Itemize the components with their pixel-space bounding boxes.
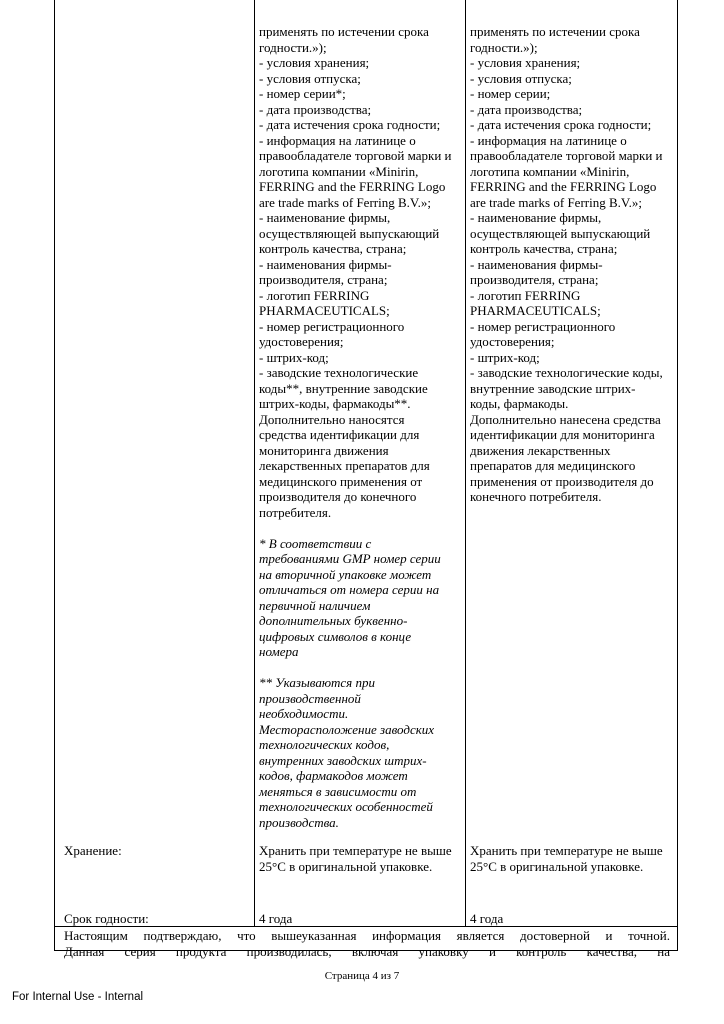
left-text-line: медицинского применения от xyxy=(259,473,423,489)
right-text-line: - наименования фирмы- xyxy=(470,256,603,272)
right-text-line: движения лекарственных xyxy=(470,442,611,458)
right-main-text xyxy=(470,24,675,505)
table-right-border xyxy=(677,0,678,950)
confirmation-word: упаковку xyxy=(418,943,469,959)
right-text-line: осуществляющей выпускающий xyxy=(470,225,651,241)
right-text-line: - условия отпуска; xyxy=(470,70,572,86)
storage-left-line: Хранить при температуре не выше xyxy=(259,843,452,858)
left-text-line: - наименования фирмы- xyxy=(259,256,392,272)
footnote-line: цифровых символов в конце xyxy=(259,628,412,644)
left-text-line: производителя до конечного xyxy=(259,489,417,504)
left-text-line: осуществляющей выпускающий xyxy=(259,225,440,241)
left-text-line: правообладателе торговой марки и xyxy=(259,148,452,163)
right-text-line: коды, фармакоды. xyxy=(470,396,569,411)
confirmation-word: серия xyxy=(124,943,156,959)
footnote-line: требованиями GMP номер серии xyxy=(259,551,441,566)
table-col-divider-1 xyxy=(254,0,255,927)
confirmation-word: достоверной xyxy=(519,928,590,943)
right-text-line: идентификации для мониторинга xyxy=(470,427,655,442)
page-number: Страница 4 из 7 xyxy=(324,970,400,982)
left-text-line: удостоверения; xyxy=(259,334,344,349)
table-left-border xyxy=(54,0,55,950)
table-cell-right-content xyxy=(470,24,675,505)
footnote-line: дополнительных буквенно- xyxy=(259,613,408,628)
right-text-line: препаратов для медицинского xyxy=(470,458,636,473)
left-footnote-batch xyxy=(259,536,464,660)
right-text-line: применять по истечении срока xyxy=(470,24,640,39)
left-text-line: годности.»); xyxy=(259,39,327,55)
right-text-line: применения от производителя до xyxy=(470,473,654,489)
footnote-line: внутренних заводских штрих- xyxy=(259,752,427,768)
footnote-line: необходимости. xyxy=(259,706,349,721)
confirmation-word: контроль xyxy=(516,943,567,959)
confirmation-word: на xyxy=(657,943,670,959)
footnote-line: первичной наличием xyxy=(259,597,371,613)
right-text-line: - логотип FERRING xyxy=(470,287,581,303)
right-text-line: - дата производства; xyxy=(470,101,583,117)
right-text-line: - информация на латинице о xyxy=(470,132,627,148)
left-footnote-codes xyxy=(259,675,464,830)
left-text-line: FERRING and the FERRING Logo xyxy=(259,179,446,194)
shelf-life-right-value: 4 года xyxy=(470,911,504,926)
footnote-line: производства. xyxy=(259,814,339,830)
table-cell-left-content xyxy=(259,24,464,830)
right-text-line: - условия хранения; xyxy=(470,55,581,70)
storage-right-line: Хранить при температуре не выше xyxy=(470,843,663,858)
right-text-line: are trade marks of Ferring B.V.»; xyxy=(470,194,642,210)
left-text-line: - дата истечения срока годности; xyxy=(259,117,441,132)
confirmation-word: качества, xyxy=(586,943,638,959)
storage-right-text xyxy=(470,843,663,874)
footnote-line: Месторасположение заводских xyxy=(259,721,435,737)
footnote-line: на вторичной упаковке может xyxy=(259,566,432,582)
footnote-line: технологических кодов, xyxy=(259,737,390,752)
right-text-line: - дата истечения срока годности; xyxy=(470,117,652,132)
footnote-line: технологических особенностей xyxy=(259,799,433,814)
left-text-line: - штрих-код; xyxy=(259,349,329,365)
confirmation-word: Настоящим xyxy=(64,928,128,943)
confirmation-word: подтверждаю, xyxy=(143,928,222,943)
left-text-line: лекарственных препаратов для xyxy=(259,458,430,473)
storage-right-line: 25°C в оригинальной упаковке. xyxy=(470,858,644,874)
footnote-line: * В соответствии с xyxy=(259,535,372,551)
left-text-line: - информация на латинице о xyxy=(259,132,416,148)
right-text-line: удостоверения; xyxy=(470,334,555,349)
left-text-line: - условия хранения; xyxy=(259,55,370,70)
footnote-line: номера xyxy=(259,644,299,659)
storage-left-text xyxy=(259,843,452,874)
confirmation-word: является xyxy=(456,928,505,943)
left-text-line: - заводские технологические xyxy=(259,365,419,380)
confirmation-word: что xyxy=(237,928,256,943)
left-text-line: - наименование фирмы, xyxy=(259,210,391,225)
left-text-line: логотипа компании «Minirin, xyxy=(259,163,419,179)
left-main-text xyxy=(259,24,464,520)
confirmation-word: информация xyxy=(372,928,442,943)
confirmation-word: и xyxy=(488,943,496,959)
confirmation-paragraph xyxy=(64,928,670,959)
left-text-line: применять по истечении срока xyxy=(259,24,429,39)
shelf-life-left-value: 4 года xyxy=(259,911,293,926)
confirmation-word: и xyxy=(605,928,613,943)
left-text-line: - номер регистрационного xyxy=(259,318,405,334)
left-text-line: - дата производства; xyxy=(259,101,372,117)
footnote-line: ** Указываются при xyxy=(259,675,375,690)
right-text-line: - наименование фирмы, xyxy=(470,210,602,225)
right-text-line: логотипа компании «Minirin, xyxy=(470,163,630,179)
left-text-line: - условия отпуска; xyxy=(259,70,361,86)
right-text-line: правообладателе торговой марки и xyxy=(470,148,663,163)
right-text-line: PHARMACEUTICALS; xyxy=(470,303,601,318)
storage-label: Хранение: xyxy=(64,843,122,858)
left-text-line: мониторинга движения xyxy=(259,442,389,458)
left-text-line: средства идентификации для xyxy=(259,427,420,442)
left-text-line: штрих-коды, фармакоды**. xyxy=(259,396,411,411)
right-text-line: конечного потребителя. xyxy=(470,489,602,504)
footnote-line: кодов, фармакодов может xyxy=(259,768,408,783)
confirmation-word: Данная xyxy=(64,943,105,959)
left-text-line: - логотип FERRING xyxy=(259,287,370,303)
left-text-line: производителя, страна; xyxy=(259,272,388,287)
confirmation-line-1 xyxy=(64,928,670,944)
footnote-line: производственной xyxy=(259,690,361,706)
confirmation-word: продукта xyxy=(175,943,227,959)
left-text-line: коды**, внутренние заводские xyxy=(259,380,428,396)
right-text-line: Дополнительно нанесена средства xyxy=(470,411,661,427)
left-text-line: PHARMACEUTICALS; xyxy=(259,303,390,318)
left-text-line: потребителя. xyxy=(259,504,332,520)
right-text-line: контроль качества, страна; xyxy=(470,241,618,256)
classification-footer: For Internal Use - Internal xyxy=(12,991,144,1003)
right-text-line: - штрих-код; xyxy=(470,349,540,365)
right-text-line: производителя, страна; xyxy=(470,272,599,287)
confirmation-line-2 xyxy=(64,944,670,960)
footnote-line: меняться в зависимости от xyxy=(259,783,417,799)
confirmation-word: точной. xyxy=(628,928,670,943)
left-text-line: - номер серии*; xyxy=(259,86,346,101)
confirmation-word: производилась, xyxy=(246,943,332,959)
right-text-line: внутренние заводские штрих- xyxy=(470,380,636,396)
storage-left-line: 25°C в оригинальной упаковке. xyxy=(259,858,433,874)
table-col-divider-2 xyxy=(465,0,466,927)
right-text-line: FERRING and the FERRING Logo xyxy=(470,179,657,194)
shelf-life-label: Срок годности: xyxy=(64,911,149,926)
footnote-line: отличаться от номера серии на xyxy=(259,582,440,597)
left-text-line: Дополнительно наносятся xyxy=(259,411,405,427)
confirmation-word: включая xyxy=(351,943,399,959)
left-text-line: are trade marks of Ferring B.V.»; xyxy=(259,194,431,210)
right-text-line: годности.»); xyxy=(470,39,538,55)
right-text-line: - заводские технологические коды, xyxy=(470,365,663,380)
right-text-line: - номер регистрационного xyxy=(470,318,616,334)
left-text-line: контроль качества, страна; xyxy=(259,241,407,256)
confirmation-word: вышеуказанная xyxy=(271,928,357,943)
right-text-line: - номер серии; xyxy=(470,86,551,101)
